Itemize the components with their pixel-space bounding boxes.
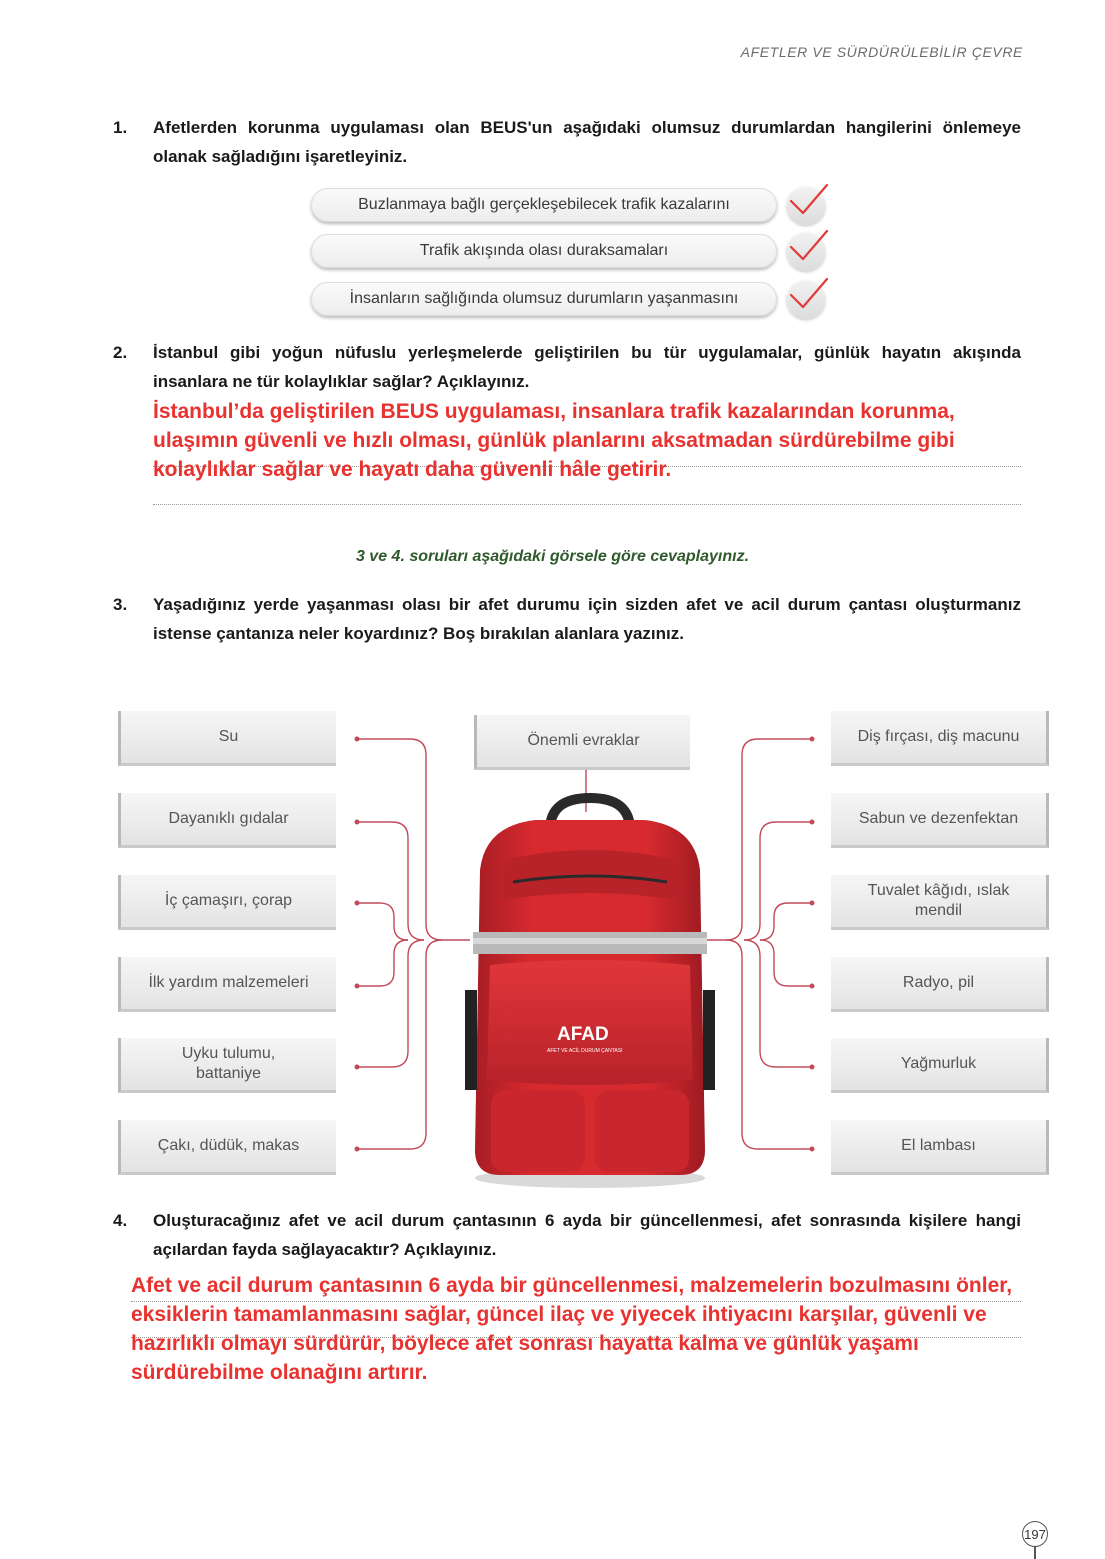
question-3-text: Yaşadığınız yerde yaşanması olası bir afet durumu için sizden afet ve acil durum çantası oluşturmanız istense çantanıza neler koyardınız? Boş bırakılan alanlara yazınız. (153, 595, 1021, 643)
bag-item-label: Dayanıklı gıdalar (168, 810, 289, 827)
question-2-text: İstanbul gibi yoğun nüfuslu yerleşmelerde geliştirilen bu tür uygulamalar, günlük hayatın akışında insanlara ne tür kolaylıklar sağlar? Açıklayınız. (153, 343, 1021, 391)
question-2-answer[interactable]: İstanbul’da geliştirilen BEUS uygulaması, insanlara trafik kazalarından korunma, ulaşımın güvenli ve hızlı olması, günlük planlarını aksatmadan sürdürebilme gibi kolaylıklar sağlar ve hayatı daha güvenli hâle getirir. (153, 400, 955, 481)
bag-item-label: İlk yardım malzemeleri (148, 974, 309, 991)
bag-item-label: Sabun ve dezenfektan (858, 810, 1019, 827)
bag-item-right-2[interactable] (831, 793, 1049, 848)
bag-item-top-label: Önemli evraklar (527, 732, 640, 749)
bag-item-label: Su (218, 728, 239, 745)
q1-option-3-label: İnsanların sağlığında olumsuz durumların yaşanmasını (349, 290, 739, 307)
bag-item-right-1[interactable] (831, 711, 1049, 766)
bag-item-label: Çakı, düdük, makas (157, 1137, 300, 1154)
question-1-number: 1. (113, 118, 128, 137)
bag-item-label: Radyo, pil (902, 974, 975, 991)
page-number: 197 (1022, 1521, 1048, 1547)
bag-item-left-6[interactable] (118, 1120, 336, 1175)
question-1-text: Afetlerden korunma uygulaması olan BEUS'un aşağıdaki olumsuz durumlardan hangilerini önlemeye olanak sağladığını işaretleyiniz. (153, 118, 1021, 166)
running-header: AFETLER VE SÜRDÜRÜLEBİLİR ÇEVRE (740, 44, 1023, 60)
bag-item-top[interactable] (474, 715, 690, 770)
page-number-tick (1034, 1546, 1036, 1559)
q1-option-1-label: Buzlanmaya bağlı gerçekleşebilecek trafik kazalarını (358, 196, 730, 213)
question-2-number: 2. (113, 343, 128, 362)
bag-item-label: Tuvalet kâğıdı, ıslak mendil (867, 882, 1010, 919)
bag-item-label: İç çamaşırı, çorap (164, 892, 293, 909)
bag-logo: AFAD (557, 1024, 609, 1045)
q1-option-2-label: Trafik akışında olası duraksamaları (419, 242, 669, 259)
bag-item-left-3[interactable] (118, 875, 336, 930)
question-4-answer[interactable]: Afet ve acil durum çantasının 6 ayda bir güncellenmesi, malzemelerin bozulmasını önler, eksiklerin tamamlanmasını sağlar, güncel ilaç ve yiyecek ihtiyacını karşılar, güvenli ve hazırlıklı olmayı sürdürür, böylece afet sonrası hayatta kalma ve günlük yaşamı sürdürebilme olanağını artırır. (131, 1274, 1013, 1384)
bag-item-left-5[interactable] (118, 1038, 336, 1093)
bag-item-right-6[interactable] (831, 1120, 1049, 1175)
bag-item-left-2[interactable] (118, 793, 336, 848)
bag-item-label: Uyku tulumu, battaniye (181, 1045, 276, 1082)
question-4-number: 4. (113, 1211, 128, 1230)
bag-item-right-3[interactable] (831, 875, 1049, 930)
emergency-backpack-illustration (455, 790, 725, 1190)
bag-item-label: Diş fırçası, diş macunu (857, 728, 1020, 745)
bag-caption: AFET VE ACİL DURUM ÇANTASI (547, 1048, 623, 1054)
section-instruction: 3 ve 4. soruları aşağıdaki görsele göre cevaplayınız. (355, 548, 750, 565)
bag-item-right-4[interactable] (831, 957, 1049, 1012)
bag-item-label: El lambası (901, 1137, 976, 1154)
bag-item-left-4[interactable] (118, 957, 336, 1012)
question-4-text: Oluşturacağınız afet ve acil durum çantasının 6 ayda bir güncellenmesi, afet sonrasında kişilere hangi açılardan fayda sağlayacaktır? Açıklayınız. (153, 1211, 1021, 1259)
question-3-number: 3. (113, 595, 128, 614)
bag-item-label: Yağmurluk (900, 1055, 977, 1072)
bag-item-right-5[interactable] (831, 1038, 1049, 1093)
bag-item-left-1[interactable] (118, 711, 336, 766)
